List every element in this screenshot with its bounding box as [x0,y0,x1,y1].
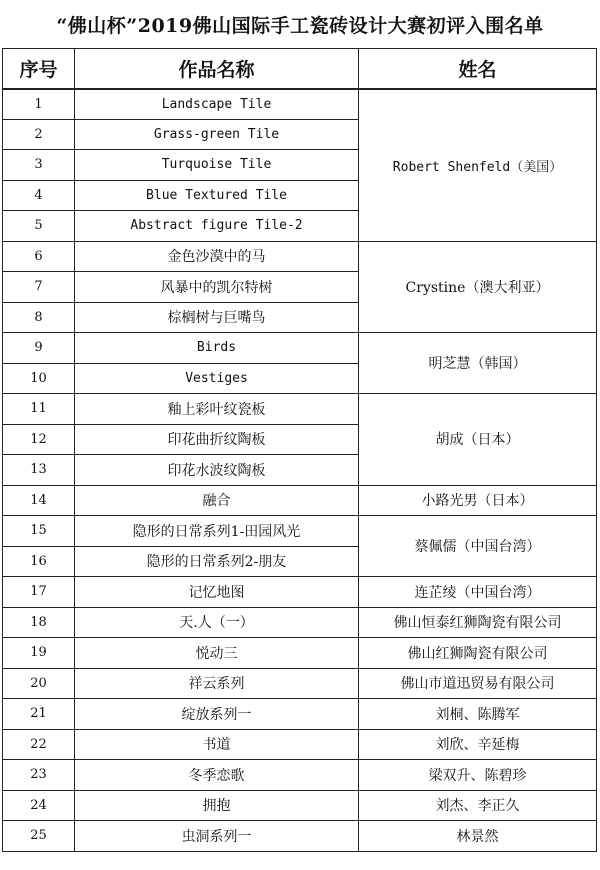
serial-number: 25 [3,821,75,852]
serial-number: 16 [3,546,75,577]
work-title: 冬季恋歌 [75,760,359,791]
serial-number: 18 [3,607,75,638]
serial-number: 19 [3,638,75,669]
work-title: 印花水波纹陶板 [75,455,359,486]
serial-number: 22 [3,729,75,760]
table-row [3,89,597,120]
table-row [3,241,597,272]
author-name: 佛山恒泰红狮陶瓷有限公司 [359,607,597,638]
work-title: 风暴中的凯尔特树 [75,272,359,303]
serial-number: 24 [3,790,75,821]
table-row [3,760,597,791]
header-serial-number: 序号 [3,49,75,89]
author-name: 胡成（日本） [359,394,597,486]
work-title: 印花曲折纹陶板 [75,424,359,455]
serial-number: 13 [3,455,75,486]
author-name: 连芷绫（中国台湾） [359,577,597,608]
table-row [3,516,597,547]
work-title: Abstract figure Tile-2 [75,211,359,242]
work-title: Landscape Tile [75,89,359,120]
serial-number: 21 [3,699,75,730]
work-title: 悦动三 [75,638,359,669]
header-author-name: 姓名 [359,49,597,89]
serial-number: 7 [3,272,75,303]
serial-number: 6 [3,241,75,272]
author-name: 蔡佩儒（中国台湾） [359,516,597,577]
serial-number: 9 [3,333,75,364]
work-title: Birds [75,333,359,364]
table-row [3,394,597,425]
work-title: 书道 [75,729,359,760]
work-title: 绽放系列一 [75,699,359,730]
table-row [3,577,597,608]
author-name: 刘杰、李正久 [359,790,597,821]
author-name: 佛山市道迅贸易有限公司 [359,668,597,699]
serial-number: 17 [3,577,75,608]
author-name: 林景然 [359,821,597,852]
serial-number: 8 [3,302,75,333]
author-name: Robert Shenfeld（美国） [359,89,597,242]
document-title: “佛山杯”2019佛山国际手工瓷砖设计大赛初评入围名单 [56,15,544,37]
table-row [3,668,597,699]
work-title: 虫洞系列一 [75,821,359,852]
work-title: 金色沙漠中的马 [75,241,359,272]
table-row [3,821,597,852]
work-title: Turquoise Tile [75,150,359,181]
table-row [3,485,597,516]
work-title: 融合 [75,485,359,516]
work-title: 隐形的日常系列1-田园风光 [75,516,359,547]
serial-number: 5 [3,211,75,242]
serial-number: 15 [3,516,75,547]
work-title: 天.人（一） [75,607,359,638]
table-row [3,333,597,364]
serial-number: 12 [3,424,75,455]
finalist-table [2,48,597,852]
serial-number: 11 [3,394,75,425]
table-row [3,729,597,760]
serial-number: 20 [3,668,75,699]
serial-number: 10 [3,363,75,394]
work-title: 拥抱 [75,790,359,821]
serial-number: 4 [3,180,75,211]
serial-number: 14 [3,485,75,516]
serial-number: 1 [3,89,75,120]
author-name: Crystine（澳大利亚） [359,241,597,333]
author-name: 刘桐、陈腾军 [359,699,597,730]
author-name: 明芝慧（韩国） [359,333,597,394]
work-title: Blue Textured Tile [75,180,359,211]
table-row [3,607,597,638]
table-row [3,790,597,821]
table-row [3,638,597,669]
work-title: 棕榈树与巨嘴鸟 [75,302,359,333]
author-name: 梁双升、陈碧珍 [359,760,597,791]
serial-number: 2 [3,119,75,150]
table-row [3,699,597,730]
table-header-row [3,49,597,89]
work-title: Vestiges [75,363,359,394]
serial-number: 3 [3,150,75,181]
serial-number: 23 [3,760,75,791]
author-name: 佛山红狮陶瓷有限公司 [359,638,597,669]
work-title: 记忆地图 [75,577,359,608]
work-title: 祥云系列 [75,668,359,699]
author-name: 刘欣、辛延梅 [359,729,597,760]
work-title: 隐形的日常系列2-朋友 [75,546,359,577]
header-work-title: 作品名称 [75,49,359,89]
author-name: 小路光男（日本） [359,485,597,516]
work-title: 釉上彩叶纹瓷板 [75,394,359,425]
work-title: Grass-green Tile [75,119,359,150]
